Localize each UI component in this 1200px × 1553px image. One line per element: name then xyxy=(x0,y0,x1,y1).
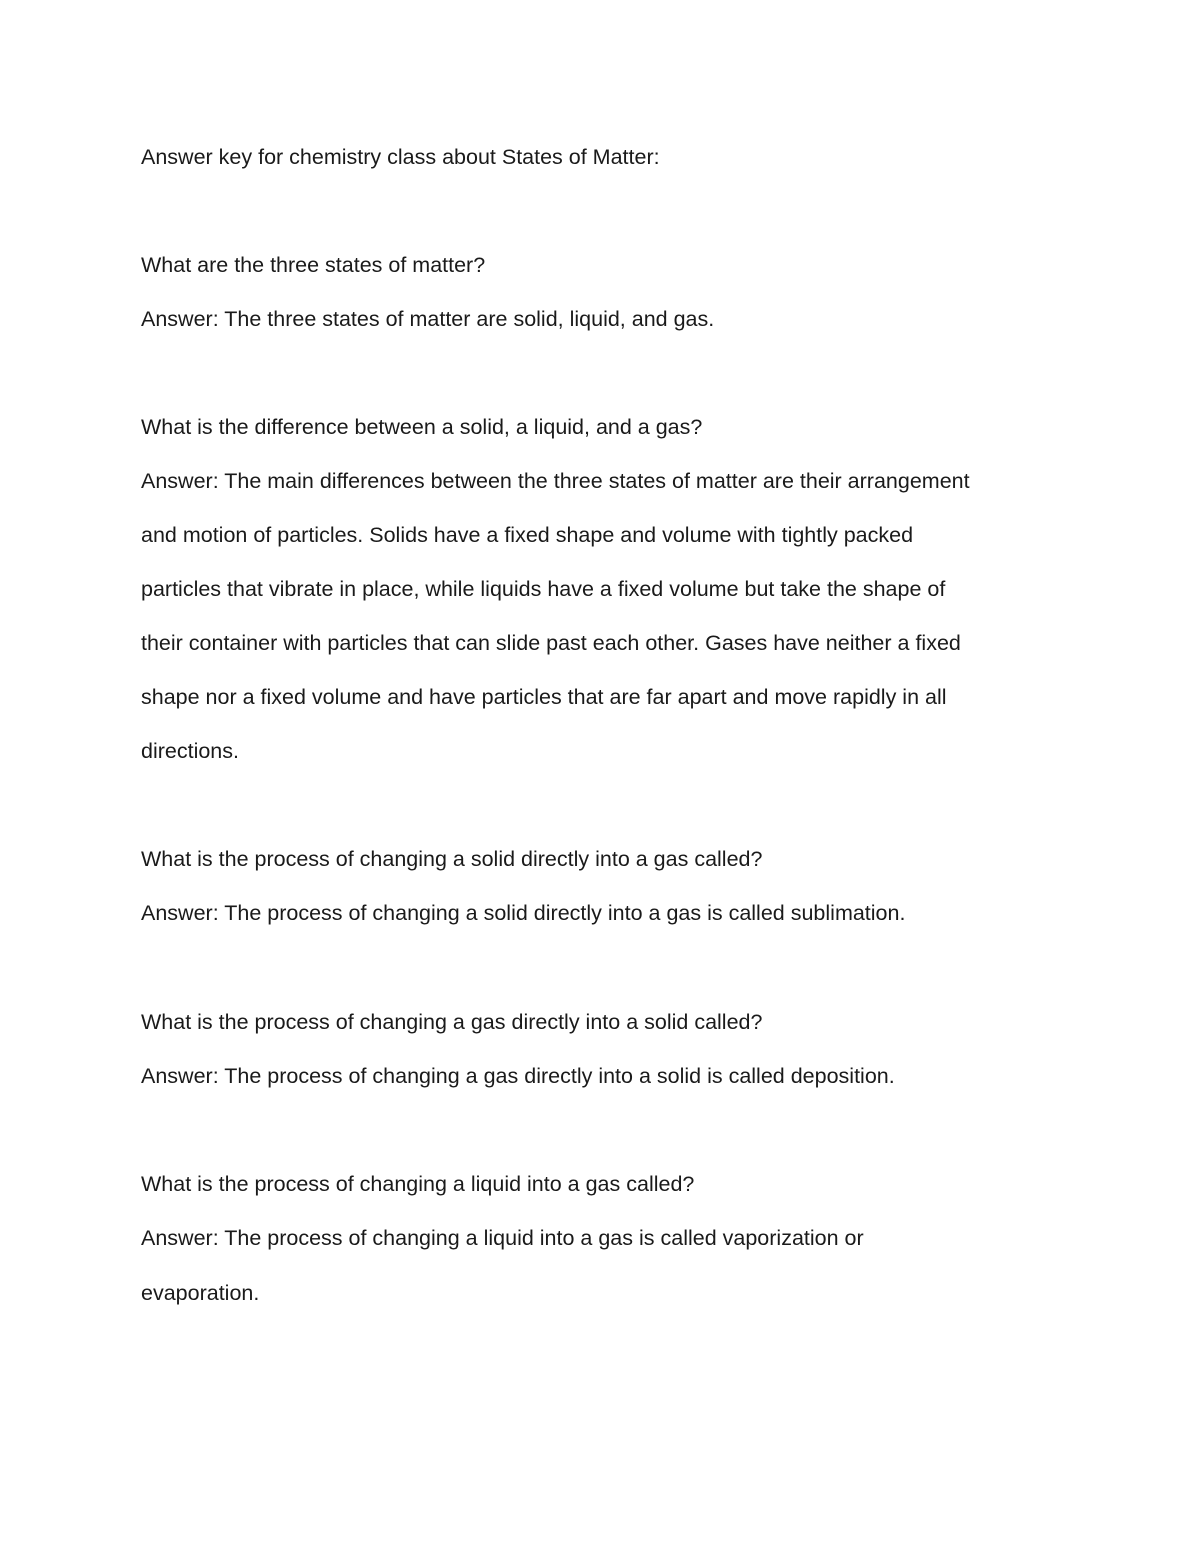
answer-2-line-5: shape nor a fixed volume and have particles that are far apart and move rapidly in all xyxy=(141,685,947,709)
question-3: What is the process of changing a solid directly into a gas called? xyxy=(141,847,763,871)
answer-2-line-3: particles that vibrate in place, while liquids have a fixed volume but take the shape of xyxy=(141,577,946,601)
question-4: What is the process of changing a gas directly into a solid called? xyxy=(141,1010,763,1034)
question-2: What is the difference between a solid, a liquid, and a gas? xyxy=(141,415,703,439)
answer-2-line-1: Answer: The main differences between the three states of matter are their arrangement xyxy=(141,469,970,493)
question-1: What are the three states of matter? xyxy=(141,253,486,277)
answer-2-line-2: and motion of particles. Solids have a fixed shape and volume with tightly packed xyxy=(141,523,914,547)
answer-4-line-1: Answer: The process of changing a gas directly into a solid is called deposition. xyxy=(141,1064,895,1088)
document-heading: Answer key for chemistry class about States of Matter: xyxy=(141,145,660,169)
answer-3-line-1: Answer: The process of changing a solid directly into a gas is called sublimation. xyxy=(141,901,906,925)
answer-5-line-2: evaporation. xyxy=(141,1281,260,1305)
question-5: What is the process of changing a liquid into a gas called? xyxy=(141,1172,695,1196)
answer-2-line-4: their container with particles that can slide past each other. Gases have neither a fixed xyxy=(141,631,961,655)
answer-1-line-1: Answer: The three states of matter are solid, liquid, and gas. xyxy=(141,307,715,331)
answer-2-line-6: directions. xyxy=(141,739,239,763)
answer-5-line-1: Answer: The process of changing a liquid into a gas is called vaporization or xyxy=(141,1226,864,1250)
